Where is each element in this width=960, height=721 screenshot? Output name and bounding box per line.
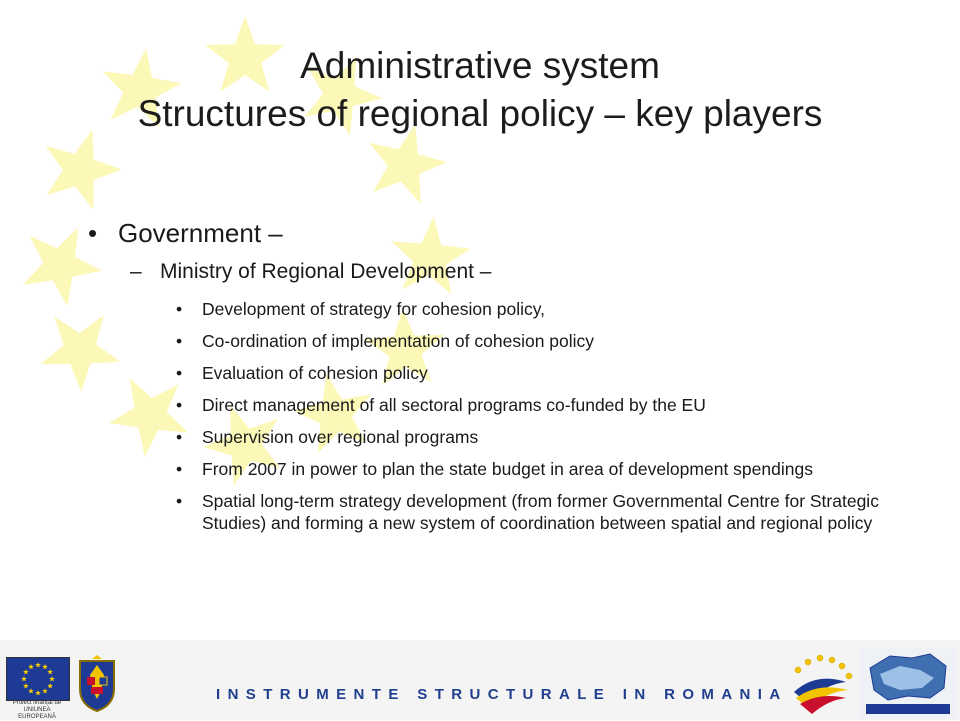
footer-tagline: INSTRUMENTE STRUCTURALE IN ROMANIA: [216, 686, 788, 703]
list-item-text: Supervision over regional programs: [202, 427, 479, 447]
eu-flag-star: [47, 683, 53, 688]
eu-flag-star: [35, 662, 41, 667]
bullet-marker: •: [176, 491, 183, 511]
eu-flag-star: [28, 688, 34, 694]
list-item: [176, 330, 936, 352]
slide-title-line1: Administrative system: [300, 45, 660, 86]
ministry-tasks-list: [176, 298, 936, 544]
eu-flag-star: [21, 676, 27, 681]
bullet-text: Government –: [118, 218, 283, 248]
eu-flag-star: [42, 688, 48, 694]
eu-flag-star: [35, 690, 41, 695]
eu-flag-star: [28, 664, 34, 669]
bullet-marker: •: [176, 363, 183, 383]
bullet-marker: •: [176, 459, 183, 479]
list-item-text: Direct management of all sectoral programs co-funded by the EU: [202, 395, 706, 415]
list-item-text: Development of strategy for cohesion policy,: [202, 299, 546, 319]
list-item: [176, 458, 936, 480]
list-item: [176, 394, 936, 416]
eu-flag-icon: [6, 657, 70, 701]
bullet-marker: •: [176, 395, 183, 415]
eu-flag-star: [23, 669, 29, 674]
structural-instruments-logo-icon: [786, 652, 856, 716]
bullet-text: Ministry of Regional Development –: [160, 260, 492, 283]
bullet-marker: •: [88, 218, 98, 248]
bullet-marker: •: [176, 331, 183, 351]
eu-flag-star: [47, 669, 53, 674]
romania-coat-of-arms-icon: [74, 655, 120, 713]
eu-flag-star: [42, 664, 48, 669]
eu-flag-star: [23, 683, 29, 688]
list-item: [176, 362, 936, 384]
dash-marker: –: [130, 260, 142, 283]
list-item: [176, 298, 936, 320]
list-item-text: Co-ordination of implementation of cohesion policy: [202, 331, 595, 351]
list-item-text: Evaluation of cohesion policy: [202, 363, 428, 383]
slide-title-line2: Structures of regional policy – key players: [137, 93, 823, 134]
eu-funding-caption: Proiect finanțat de UNIUNEA EUROPEANĂ: [12, 700, 62, 720]
list-item: [176, 490, 936, 534]
eu-flag-star: [49, 676, 55, 681]
bullet-marker: •: [176, 427, 183, 447]
instrumente-structurale-map-logo-icon: [860, 648, 956, 718]
list-item: [176, 426, 936, 448]
bullet-marker: •: [176, 299, 183, 319]
list-item-text: From 2007 in power to plan the state budget in area of development spendings: [202, 459, 813, 479]
list-item-text: Spatial long-term strategy development (from former Governmental Centre for Strategic Studies) and forming a new system of coordination between spatial and regional policy: [202, 491, 879, 533]
